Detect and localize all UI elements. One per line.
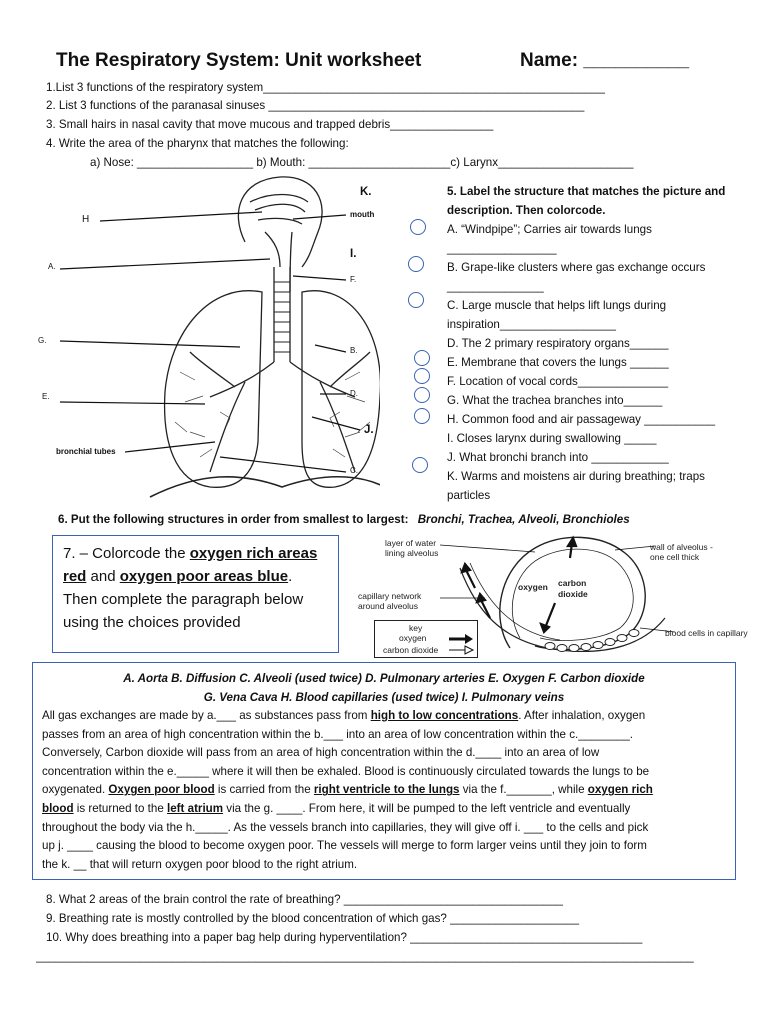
q5-item-a: A. “Windpipe”; Carries air towards lungs <box>447 223 652 236</box>
para-blood: blood <box>42 801 74 815</box>
q5-item-k-cont: particles <box>447 489 491 502</box>
question-4: 4. Write the area of the pharynx that matches the following: <box>46 137 349 150</box>
q5-item-f: F. Location of vocal cords______________ <box>447 375 669 388</box>
question-6 <box>58 511 630 529</box>
q5-item-k: K. Warms and moistens air during breathing; traps <box>447 470 705 483</box>
q7-red: red <box>63 568 87 585</box>
diagram-label-g: G. <box>38 336 47 345</box>
q7-oxygen-poor: oxygen poor areas blue <box>119 568 289 585</box>
q5-item-j: J. What bronchi branch into ____________ <box>447 451 669 464</box>
colorcode-circle-a[interactable] <box>410 219 426 235</box>
question-9: 9. Breathing rate is mostly controlled by the blood concentration of which gas? ____________________ <box>46 912 580 925</box>
q5-item-a-blank: _________________ <box>447 242 557 255</box>
choices-line-1: A. Aorta B. Diffusion C. Alveoli (used twice) D. Pulmonary arteries E. Oxygen F. Carbon dioxide <box>123 672 645 685</box>
para-line9: the k. __ that will return oxygen poor blood to the right atrium. <box>42 857 358 871</box>
diagram-label-c: C. <box>350 466 358 475</box>
q7-and: and <box>86 568 120 585</box>
question-4-parts: a) Nose: __________________ b) Mouth: ______________________c) Larynx_____________________ <box>90 156 634 169</box>
q7-period: . <box>288 568 293 585</box>
para-line8: up j. ____ causing the blood to become oxygen poor. The vessels will merge to form larger veins until they join to form <box>42 839 647 853</box>
q5-item-i: I. Closes larynx during swallowing _____ <box>447 432 657 445</box>
para-left-atrium: left atrium <box>167 801 224 815</box>
diagram-label-h: H <box>82 214 90 225</box>
para-line4: concentration within the e._____ where it will then be exhaled. Blood is continuously circulated towards the lungs to be <box>42 764 650 778</box>
alveolus-label-dioxide: dioxide <box>558 589 588 599</box>
choices-line-2: G. Vena Cava H. Blood capillaries (used twice) I. Pulmonary veins <box>203 691 565 704</box>
colorcode-circle-e[interactable] <box>414 350 430 366</box>
diagram-label-mouth: mouth <box>350 210 375 219</box>
colorcode-circle-k[interactable] <box>412 457 428 473</box>
colorcode-circle-f[interactable] <box>414 368 430 384</box>
para-line1b: . After inhalation, oxygen <box>518 709 646 722</box>
q5-item-c: C. Large muscle that helps lift lungs during <box>447 299 667 312</box>
para-line3: Conversely, Carbon dioxide will pass from an area of high concentration within the d.____ into an area of low <box>42 746 600 760</box>
diagram-label-j: J. <box>364 424 374 436</box>
paragraph-box <box>32 662 736 880</box>
question-8: 8. What 2 areas of the brain control the rate of breathing? __________________________________ <box>46 893 563 906</box>
q6-terms: Bronchi, Trachea, Alveoli, Bronchioles <box>417 513 630 526</box>
alveolus-label-wall: wall of alveolus - <box>650 542 713 552</box>
question-2: 2. List 3 functions of the paranasal sinuses _________________________________________________ <box>46 99 585 112</box>
diagram-label-k: K. <box>360 186 372 198</box>
para-high-to-low: high to low concentrations <box>370 709 519 722</box>
q5-heading-line2: description. Then colorcode. <box>447 204 606 217</box>
colorcode-circle-b[interactable] <box>408 256 424 272</box>
alveolus-label-layer-water: layer of water <box>385 538 437 548</box>
q5-item-b-blank: _______________ <box>447 280 544 293</box>
question-1: 1.List 3 functions of the respiratory system_____________________________________________________ <box>46 81 605 94</box>
q5-item-e: E. Membrane that covers the lungs ______ <box>447 356 669 369</box>
alveolus-label-blood-cells: blood cells in capillary <box>665 628 748 638</box>
colorcode-circle-h[interactable] <box>414 408 430 424</box>
q7-line1-prefix: 7. – Colorcode the <box>63 545 190 562</box>
alveolus-label-capillary: capillary network <box>358 591 422 601</box>
para-line5c: via the f._______, while <box>459 783 588 797</box>
q5-item-d: D. The 2 primary respiratory organs______ <box>447 337 669 350</box>
diagram-label-i: I. <box>350 248 357 260</box>
worksheet-title: The Respiratory System: Unit worksheet <box>56 50 422 71</box>
para-line5a: oxygenated. <box>42 783 109 797</box>
q5-item-h: H. Common food and air passageway ___________ <box>447 413 716 426</box>
alveolus-label-carbon: carbon <box>558 578 587 588</box>
diagram-label-a: A. <box>48 262 56 271</box>
para-oxygen-poor-blood: Oxygen poor blood <box>108 783 215 797</box>
colorcode-circle-c[interactable] <box>408 292 424 308</box>
respiratory-system-diagram <box>40 172 380 512</box>
q5-item-g: G. What the trachea branches into______ <box>447 394 663 407</box>
q7-line4: using the choices provided <box>63 614 241 631</box>
question-7-box <box>52 535 339 653</box>
diagram-label-f: F. <box>350 275 357 284</box>
para-right-ventricle: right ventricle to the lungs <box>313 783 460 797</box>
q7-oxygen-rich: oxygen rich areas <box>189 545 318 562</box>
question-3: 3. Small hairs in nasal cavity that move mucous and trapped debris________________ <box>46 118 494 131</box>
name-field-label: Name: __________ <box>520 50 690 71</box>
alveolus-label-lining: lining alveolus <box>385 548 439 558</box>
para-line1a: All gas exchanges are made by a.___ as substances pass from <box>42 709 371 722</box>
diagram-label-e: E. <box>42 392 50 401</box>
key-title: key <box>409 623 423 633</box>
para-line6b: via the g. ____. From here, it will be pumped to the left ventricle and eventually <box>223 801 631 815</box>
para-line6a: is returned to the <box>73 801 168 815</box>
alveolus-label-one-cell: one cell thick <box>650 552 700 562</box>
diagram-label-bronchial-tubes: bronchial tubes <box>56 447 116 456</box>
para-line2: passes from an area of high concentration within the b.___ into an area of low concentration within the c.________. <box>42 727 634 741</box>
key-oxygen: oxygen <box>399 633 427 643</box>
q5-item-c-cont: inspiration__________________ <box>447 318 616 331</box>
q5-item-b: B. Grape-like clusters where gas exchange occurs <box>447 261 706 274</box>
diagram-label-d: D. <box>350 389 358 398</box>
alveolus-key <box>374 620 478 658</box>
fill-in-paragraph <box>33 707 735 874</box>
colorcode-circle-g[interactable] <box>414 387 430 403</box>
q7-line3: Then complete the paragraph below <box>63 591 304 608</box>
para-line7: throughout the body via the h._____. As the vessels branch into capillaries, they will give off i. ___ to the cells and pick <box>42 820 649 834</box>
alveolus-label-around: around alveolus <box>358 601 419 611</box>
q5-heading-line1: 5. Label the structure that matches the picture and <box>447 185 726 198</box>
para-oxygen-rich: oxygen rich <box>587 783 653 797</box>
diagram-label-b: B. <box>350 346 358 355</box>
question-5-block <box>447 182 725 505</box>
answer-line: ______________________________________________________________________________________________________ <box>36 950 694 963</box>
question-10: 10. Why does breathing into a paper bag help during hyperventilation? ____________________________________ <box>46 931 643 944</box>
para-line5b: is carried from the <box>214 783 314 797</box>
q6-prefix: 6. Put the following structures in order from smallest to largest: <box>58 513 409 526</box>
key-carbon-dioxide: carbon dioxide <box>383 645 439 655</box>
key-arrows-icon <box>447 633 475 655</box>
alveolus-label-oxygen: oxygen <box>518 582 548 592</box>
